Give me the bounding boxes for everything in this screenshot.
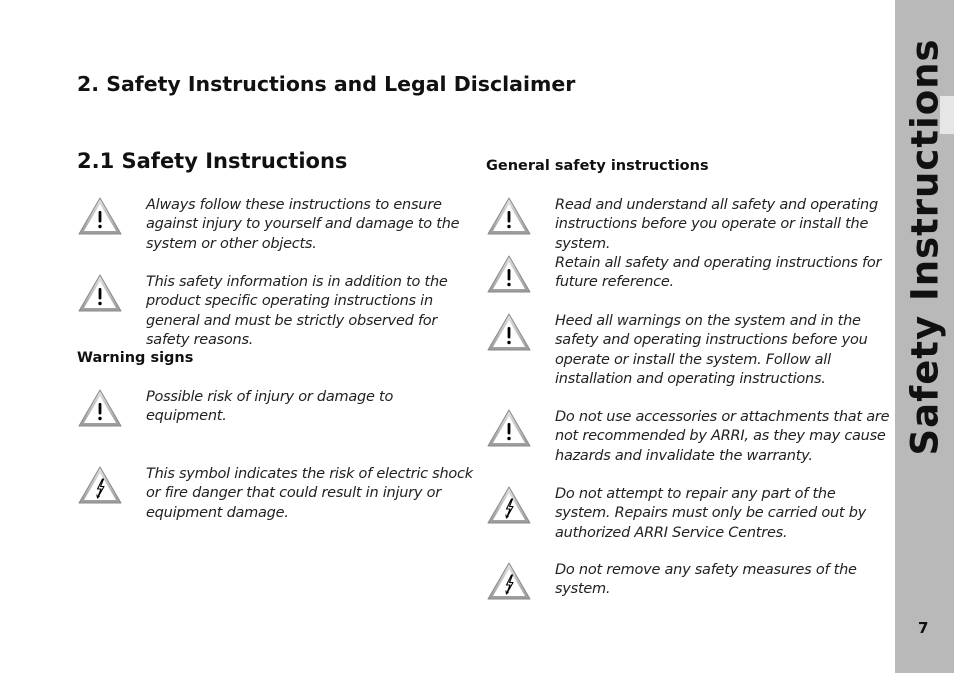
general-text: Retain all safety and operating instructions for future reference. — [555, 255, 882, 291]
warning-triangle-icon — [486, 408, 532, 448]
warning-triangle-icon — [77, 388, 123, 428]
warning-signs-heading: Warning signs — [77, 350, 194, 366]
warning-triangle-icon — [486, 196, 532, 236]
intro-text: Always follow these instructions to ensure against injury to yourself and damage to the system or other objects. — [146, 197, 460, 252]
general-text: Read and understand all safety and operating instructions before you operate or install the system. — [555, 197, 878, 252]
warning-triangle-icon — [486, 254, 532, 294]
electric-shock-icon — [77, 465, 123, 505]
warning-sign-text: This symbol indicates the risk of electric shock or fire danger that could result in injury or equipment damage. — [146, 466, 473, 521]
warning-triangle-icon — [77, 196, 123, 236]
electric-shock-icon — [486, 561, 532, 601]
electric-shock-icon — [486, 485, 532, 525]
warning-sign-text: Possible risk of injury or damage to equipment. — [146, 389, 394, 425]
warning-triangle-icon — [486, 312, 532, 352]
general-safety-heading: General safety instructions — [486, 158, 709, 174]
general-text: Heed all warnings on the system and in the safety and operating instructions before you operate or install the system. Follow all installation and operating instructions. — [555, 313, 868, 387]
general-text: Do not attempt to repair any part of the system. Repairs must only be carried out by authorized ARRI Service Centres. — [555, 486, 866, 541]
general-text: Do not remove any safety measures of the system. — [555, 562, 857, 598]
general-text: Do not use accessories or attachments that are not recommended by ARRI, as they may cause hazards and invalidate the warranty. — [555, 409, 890, 464]
warning-triangle-icon — [77, 273, 123, 313]
page-number: 7 — [918, 619, 929, 637]
intro-text: This safety information is in addition to the product specific operating instructions in general and must be strictly observed for safety reasons. — [146, 274, 448, 348]
sidebar-chapter-title: Safety Instructions — [903, 38, 947, 456]
chapter-title: 2. Safety Instructions and Legal Disclaimer — [77, 72, 576, 96]
section-title: 2.1 Safety Instructions — [77, 149, 348, 173]
